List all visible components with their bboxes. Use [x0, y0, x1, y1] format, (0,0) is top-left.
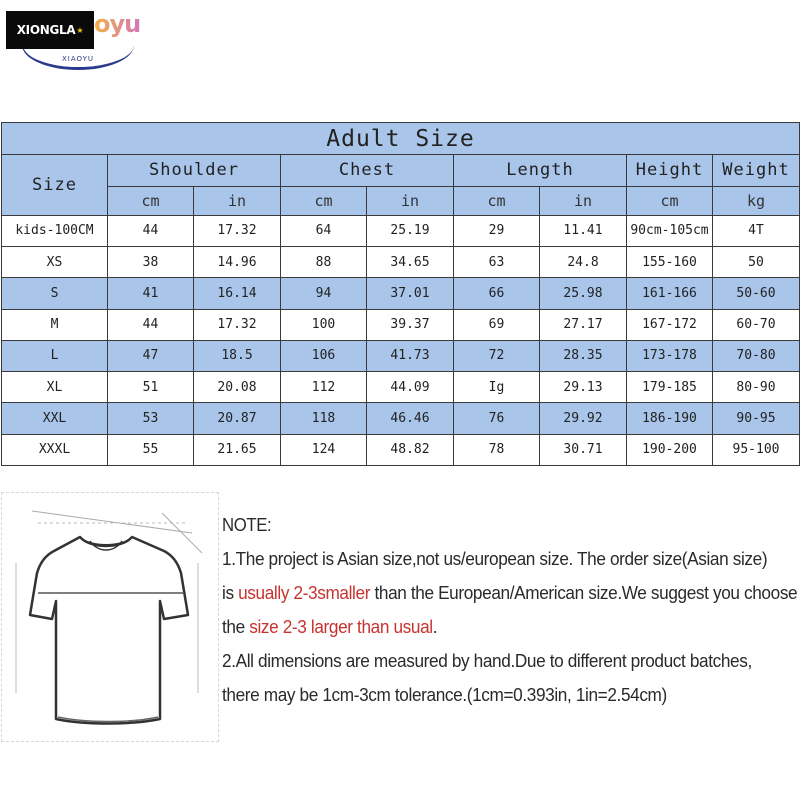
size-cell: XXL	[2, 403, 108, 434]
table-cell: 48.82	[367, 434, 454, 465]
table-cell: 29.13	[540, 372, 627, 403]
table-cell: 55	[108, 434, 194, 465]
table-cell: 25.19	[367, 215, 454, 246]
size-cell: XXXL	[2, 434, 108, 465]
table-cell: 94	[281, 278, 367, 309]
table-cell: 63	[454, 247, 540, 278]
note-highlight: usually 2-3smaller	[238, 582, 371, 603]
table-cell: 190-200	[627, 434, 713, 465]
size-chart-table	[1, 122, 800, 466]
table-row	[2, 215, 800, 246]
table-cell: 53	[108, 403, 194, 434]
table-cell: 29	[454, 215, 540, 246]
table-cell: 27.17	[540, 309, 627, 340]
table-cell: Ig	[454, 372, 540, 403]
table-cell: 51	[108, 372, 194, 403]
note-text: .	[432, 616, 438, 637]
size-notes	[222, 508, 798, 712]
table-cell: 88	[281, 247, 367, 278]
note-highlight: size 2-3 larger than usual	[249, 616, 433, 637]
table-row	[2, 309, 800, 340]
table-cell: 47	[108, 340, 194, 371]
size-cell: kids-100CM	[2, 215, 108, 246]
table-row	[2, 372, 800, 403]
unit-cell: cm	[108, 186, 194, 215]
unit-cell: cm	[454, 186, 540, 215]
table-cell: 21.65	[194, 434, 281, 465]
table-cell: 72	[454, 340, 540, 371]
header-length: Length	[454, 155, 627, 186]
table-cell: 161-166	[627, 278, 713, 309]
table-cell: 155-160	[627, 247, 713, 278]
unit-cell: cm	[627, 186, 713, 215]
size-cell: S	[2, 278, 108, 309]
tshirt-diagram-icon	[2, 493, 220, 743]
note-text: than the European/American size.We suggest you choose	[370, 582, 798, 603]
size-cell: L	[2, 340, 108, 371]
table-cell: 14.96	[194, 247, 281, 278]
table-cell: 20.87	[194, 403, 281, 434]
table-cell: 46.46	[367, 403, 454, 434]
table-cell: 29.92	[540, 403, 627, 434]
table-cell: 30.71	[540, 434, 627, 465]
table-cell: 25.98	[540, 278, 627, 309]
star-icon: ★	[76, 25, 84, 35]
table-row	[2, 247, 800, 278]
notes-title: NOTE:	[222, 515, 272, 535]
size-cell: M	[2, 309, 108, 340]
brand-logo	[0, 0, 160, 80]
table-cell: 186-190	[627, 403, 713, 434]
table-title: Adult Size	[2, 123, 800, 155]
table-cell: 41	[108, 278, 194, 309]
table-cell: 90cm-105cm	[627, 215, 713, 246]
table-cell: 112	[281, 372, 367, 403]
header-weight: Weight	[713, 155, 800, 186]
table-cell: 17.32	[194, 215, 281, 246]
table-cell: 11.41	[540, 215, 627, 246]
logo-tail-text: oyu	[94, 10, 141, 38]
table-cell: 60-70	[713, 309, 800, 340]
header-shoulder: Shoulder	[108, 155, 281, 186]
table-cell: 41.73	[367, 340, 454, 371]
table-cell: 179-185	[627, 372, 713, 403]
note-line-4: 2.All dimensions are measured by hand.Due to different product batches,	[222, 650, 752, 671]
note-text: is	[222, 582, 239, 603]
table-cell: 20.08	[194, 372, 281, 403]
table-cell: 69	[454, 309, 540, 340]
unit-cell: cm	[281, 186, 367, 215]
table-cell: 44	[108, 309, 194, 340]
table-cell: 50-60	[713, 278, 800, 309]
table-cell: 80-90	[713, 372, 800, 403]
table-cell: 66	[454, 278, 540, 309]
note-line-5: there may be 1cm-3cm tolerance.(1cm=0.393in, 1in=2.54cm)	[222, 684, 667, 705]
logo-brand-text: XIONGLA	[16, 23, 76, 37]
table-cell: 95-100	[713, 434, 800, 465]
table-cell: 70-80	[713, 340, 800, 371]
table-cell: 167-172	[627, 309, 713, 340]
table-cell: 100	[281, 309, 367, 340]
table-cell: 17.32	[194, 309, 281, 340]
table-cell: 38	[108, 247, 194, 278]
logo-sub-text: XIAOYU	[62, 55, 95, 63]
table-cell: 76	[454, 403, 540, 434]
header-height: Height	[627, 155, 713, 186]
table-row	[2, 340, 800, 371]
table-cell: 118	[281, 403, 367, 434]
note-text: the	[222, 616, 250, 637]
size-column-header: Size	[2, 155, 108, 216]
unit-cell: in	[194, 186, 281, 215]
table-cell: 106	[281, 340, 367, 371]
note-line-1: 1.The project is Asian size,not us/european size. The order size(Asian size)	[222, 548, 768, 569]
size-cell: XL	[2, 372, 108, 403]
unit-cell: in	[367, 186, 454, 215]
note-line-2	[222, 576, 798, 610]
unit-cell: kg	[713, 186, 800, 215]
table-cell: 39.37	[367, 309, 454, 340]
table-cell: 124	[281, 434, 367, 465]
table-cell: 37.01	[367, 278, 454, 309]
logo-box	[6, 11, 94, 49]
note-line-3	[222, 610, 758, 644]
table-cell: 4T	[713, 215, 800, 246]
table-cell: 173-178	[627, 340, 713, 371]
tshirt-diagram	[1, 492, 219, 742]
table-cell: 78	[454, 434, 540, 465]
table-cell: 16.14	[194, 278, 281, 309]
table-cell: 44.09	[367, 372, 454, 403]
table-row	[2, 434, 800, 465]
table-row	[2, 403, 800, 434]
table-row	[2, 278, 800, 309]
table-cell: 64	[281, 215, 367, 246]
table-cell: 50	[713, 247, 800, 278]
table-cell: 18.5	[194, 340, 281, 371]
table-cell: 34.65	[367, 247, 454, 278]
unit-cell: in	[540, 186, 627, 215]
table-cell: 28.35	[540, 340, 627, 371]
table-cell: 90-95	[713, 403, 800, 434]
header-chest: Chest	[281, 155, 454, 186]
table-cell: 24.8	[540, 247, 627, 278]
size-cell: XS	[2, 247, 108, 278]
table-cell: 44	[108, 215, 194, 246]
